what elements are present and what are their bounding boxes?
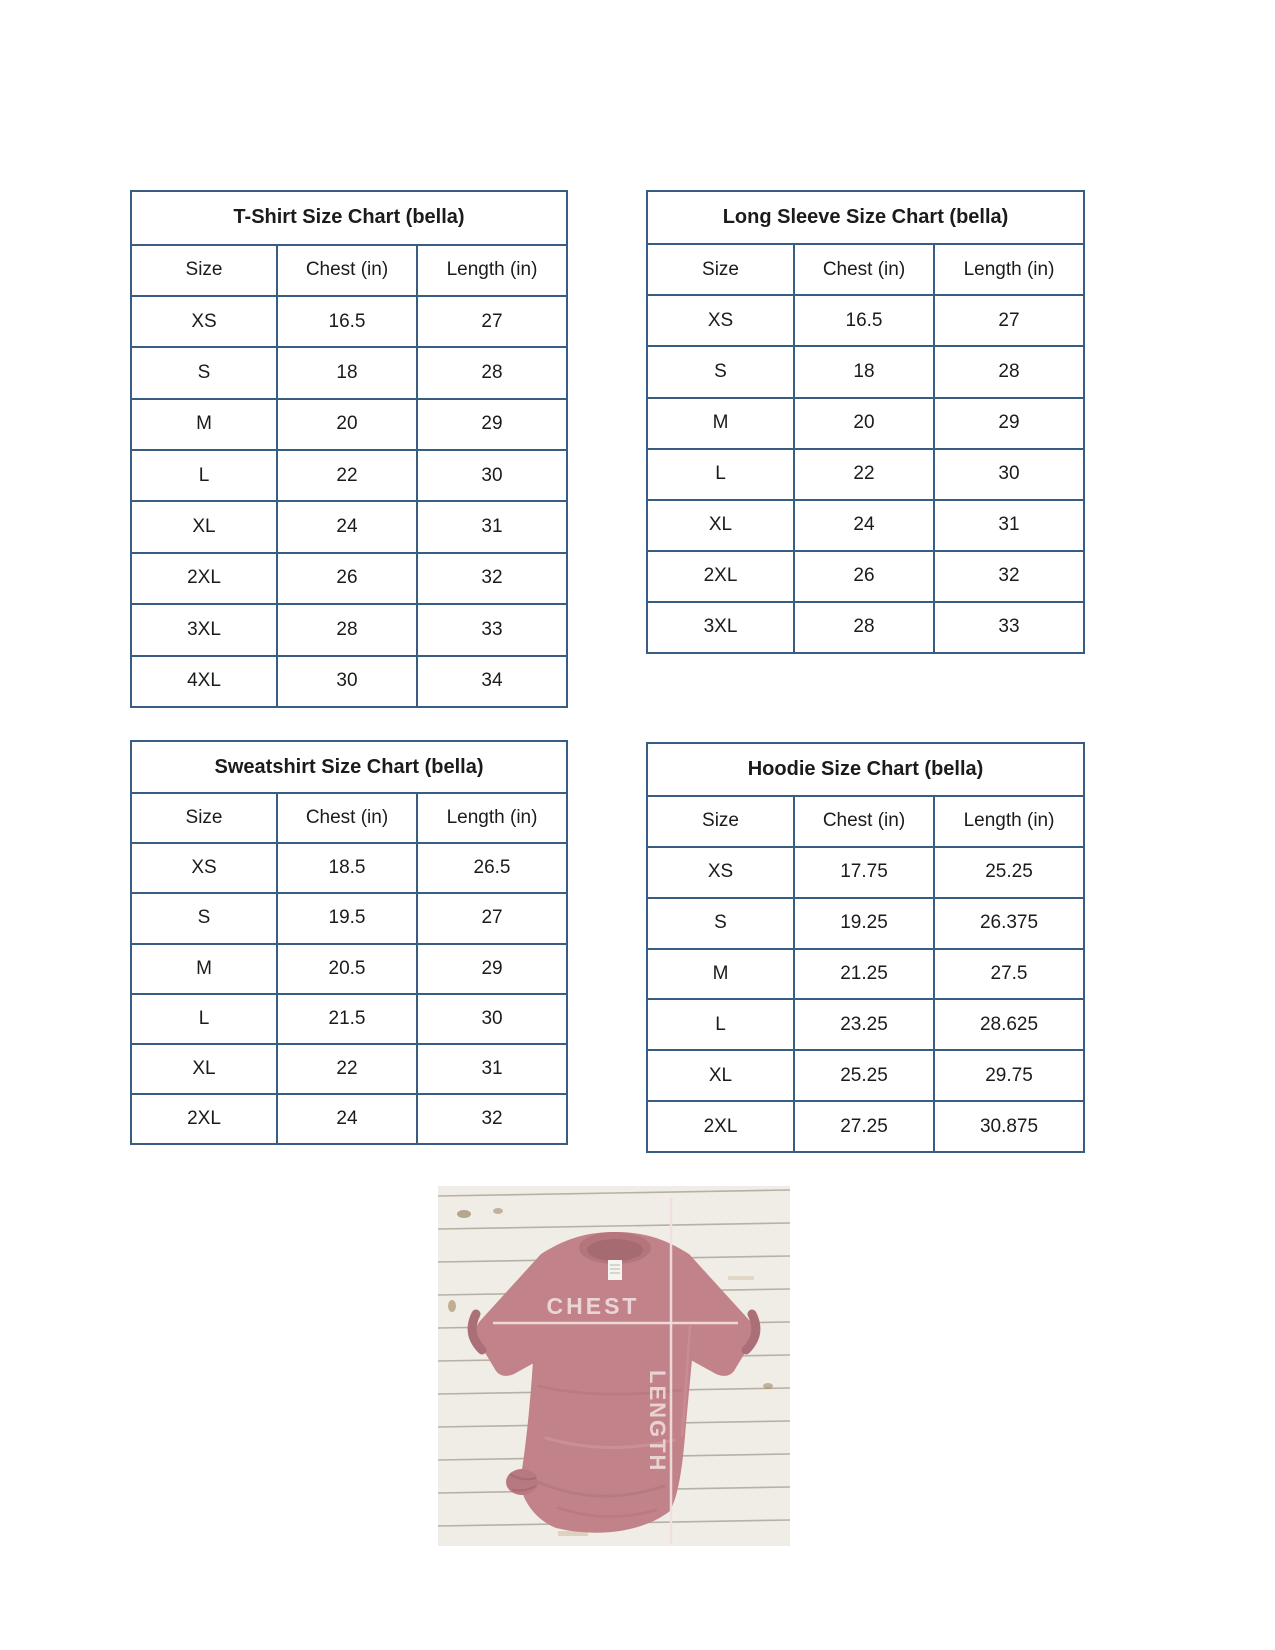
column-header-size: Size <box>647 796 794 847</box>
table-cell: 34 <box>417 656 567 707</box>
table-cell: 30.875 <box>934 1101 1084 1152</box>
table-cell: 2XL <box>131 1094 277 1144</box>
table-cell: XL <box>647 500 794 551</box>
column-header-chest: Chest (in) <box>277 245 417 296</box>
table-cell: 31 <box>417 1044 567 1094</box>
table-row <box>131 656 567 707</box>
table-cell: 23.25 <box>794 999 934 1050</box>
table-cell: 32 <box>934 551 1084 602</box>
length-measure-label: LENGTH <box>645 1370 670 1473</box>
table-cell: S <box>131 347 277 398</box>
table-cell: XL <box>647 1050 794 1101</box>
table-cell: 32 <box>417 553 567 604</box>
table-cell: 28 <box>277 604 417 655</box>
table-cell: 30 <box>277 656 417 707</box>
table-cell: 18.5 <box>277 843 417 893</box>
table-row <box>647 346 1084 397</box>
table-row <box>647 602 1084 653</box>
table-cell: 20 <box>794 398 934 449</box>
table-row <box>131 347 567 398</box>
table-title: T-Shirt Size Chart (bella) <box>131 191 567 245</box>
table-cell: 31 <box>417 501 567 552</box>
table-cell: 18 <box>277 347 417 398</box>
table-title-row <box>131 741 567 793</box>
table-row <box>131 944 567 994</box>
table-cell: 26.5 <box>417 843 567 893</box>
table-cell: 28 <box>934 346 1084 397</box>
table-title: Hoodie Size Chart (bella) <box>647 743 1084 796</box>
table-row <box>647 500 1084 551</box>
table-cell: 26 <box>277 553 417 604</box>
table-cell: M <box>647 398 794 449</box>
table-header-row <box>131 245 567 296</box>
table-cell: 33 <box>417 604 567 655</box>
table-cell: 29 <box>417 944 567 994</box>
table-row <box>647 449 1084 500</box>
table-title: Long Sleeve Size Chart (bella) <box>647 191 1084 244</box>
table-row <box>647 1101 1084 1152</box>
column-header-chest: Chest (in) <box>794 244 934 295</box>
table-row <box>647 898 1084 949</box>
table-cell: S <box>131 893 277 943</box>
table-title-row <box>647 191 1084 244</box>
table-title-row <box>131 191 567 245</box>
table-header-row <box>131 793 567 843</box>
column-header-size: Size <box>647 244 794 295</box>
table-row <box>647 949 1084 1000</box>
table-cell: L <box>647 449 794 500</box>
table-cell: 27.5 <box>934 949 1084 1000</box>
table-cell: 24 <box>277 501 417 552</box>
column-header-size: Size <box>131 245 277 296</box>
table-cell: L <box>131 994 277 1044</box>
table-cell: L <box>131 450 277 501</box>
tshirt-measure-illustration <box>438 1186 790 1546</box>
table-cell: 22 <box>277 1044 417 1094</box>
table-cell: 27 <box>934 295 1084 346</box>
long-sleeve-size-chart-table <box>646 190 1085 654</box>
table-cell: 28 <box>794 602 934 653</box>
table-cell: 31 <box>934 500 1084 551</box>
table-row <box>647 551 1084 602</box>
table-row <box>131 553 567 604</box>
table-cell: XL <box>131 1044 277 1094</box>
column-header-chest: Chest (in) <box>277 793 417 843</box>
table-header-row <box>647 244 1084 295</box>
column-header-chest: Chest (in) <box>794 796 934 847</box>
table-row <box>647 398 1084 449</box>
table-cell: XS <box>131 843 277 893</box>
table-cell: 4XL <box>131 656 277 707</box>
table-cell: 25.25 <box>794 1050 934 1101</box>
table-row <box>647 847 1084 898</box>
table-row <box>131 296 567 347</box>
table-cell: 30 <box>417 450 567 501</box>
table-cell: 2XL <box>131 553 277 604</box>
table-cell: 32 <box>417 1094 567 1144</box>
table-title-row <box>647 743 1084 796</box>
table-header-row <box>647 796 1084 847</box>
table-cell: L <box>647 999 794 1050</box>
table-cell: 3XL <box>647 602 794 653</box>
table-cell: S <box>647 346 794 397</box>
table-cell: 28 <box>417 347 567 398</box>
table-cell: M <box>647 949 794 1000</box>
tshirt-size-chart-table <box>130 190 568 708</box>
table-row <box>131 843 567 893</box>
column-header-length: Length (in) <box>417 793 567 843</box>
table-cell: 3XL <box>131 604 277 655</box>
table-cell: 20.5 <box>277 944 417 994</box>
table-cell: 33 <box>934 602 1084 653</box>
table-cell: 26.375 <box>934 898 1084 949</box>
column-header-size: Size <box>131 793 277 843</box>
table-cell: 27 <box>417 296 567 347</box>
table-cell: S <box>647 898 794 949</box>
table-cell: 27 <box>417 893 567 943</box>
neck-tag <box>608 1260 622 1280</box>
table-cell: 29.75 <box>934 1050 1084 1101</box>
table-cell: 17.75 <box>794 847 934 898</box>
table-row <box>131 1094 567 1144</box>
table-cell: 30 <box>934 449 1084 500</box>
table-row <box>131 604 567 655</box>
table-cell: XS <box>647 847 794 898</box>
table-cell: M <box>131 399 277 450</box>
hoodie-size-chart-table <box>646 742 1085 1153</box>
table-cell: 22 <box>794 449 934 500</box>
table-cell: 20 <box>277 399 417 450</box>
table-cell: XS <box>131 296 277 347</box>
table-cell: 29 <box>934 398 1084 449</box>
table-cell: 24 <box>277 1094 417 1144</box>
table-cell: 28.625 <box>934 999 1084 1050</box>
column-header-length: Length (in) <box>417 245 567 296</box>
table-cell: 19.5 <box>277 893 417 943</box>
table-cell: M <box>131 944 277 994</box>
table-row <box>647 1050 1084 1101</box>
column-header-length: Length (in) <box>934 796 1084 847</box>
column-header-length: Length (in) <box>934 244 1084 295</box>
table-cell: 16.5 <box>277 296 417 347</box>
table-cell: XL <box>131 501 277 552</box>
table-title: Sweatshirt Size Chart (bella) <box>131 741 567 793</box>
table-cell: 25.25 <box>934 847 1084 898</box>
table-row <box>647 999 1084 1050</box>
table-cell: 19.25 <box>794 898 934 949</box>
table-cell: 22 <box>277 450 417 501</box>
table-row <box>647 295 1084 346</box>
table-row <box>131 893 567 943</box>
table-cell: XS <box>647 295 794 346</box>
table-cell: 24 <box>794 500 934 551</box>
sweatshirt-size-chart-table <box>130 740 568 1145</box>
table-row <box>131 399 567 450</box>
chest-measure-label: CHEST <box>546 1293 640 1319</box>
table-cell: 30 <box>417 994 567 1044</box>
table-row <box>131 1044 567 1094</box>
table-row <box>131 994 567 1044</box>
table-cell: 18 <box>794 346 934 397</box>
table-cell: 21.5 <box>277 994 417 1044</box>
table-cell: 2XL <box>647 551 794 602</box>
table-cell: 21.25 <box>794 949 934 1000</box>
table-row <box>131 450 567 501</box>
table-row <box>131 501 567 552</box>
table-cell: 16.5 <box>794 295 934 346</box>
table-cell: 27.25 <box>794 1101 934 1152</box>
table-cell: 26 <box>794 551 934 602</box>
table-cell: 29 <box>417 399 567 450</box>
table-cell: 2XL <box>647 1101 794 1152</box>
size-guide-photo <box>438 1186 790 1546</box>
